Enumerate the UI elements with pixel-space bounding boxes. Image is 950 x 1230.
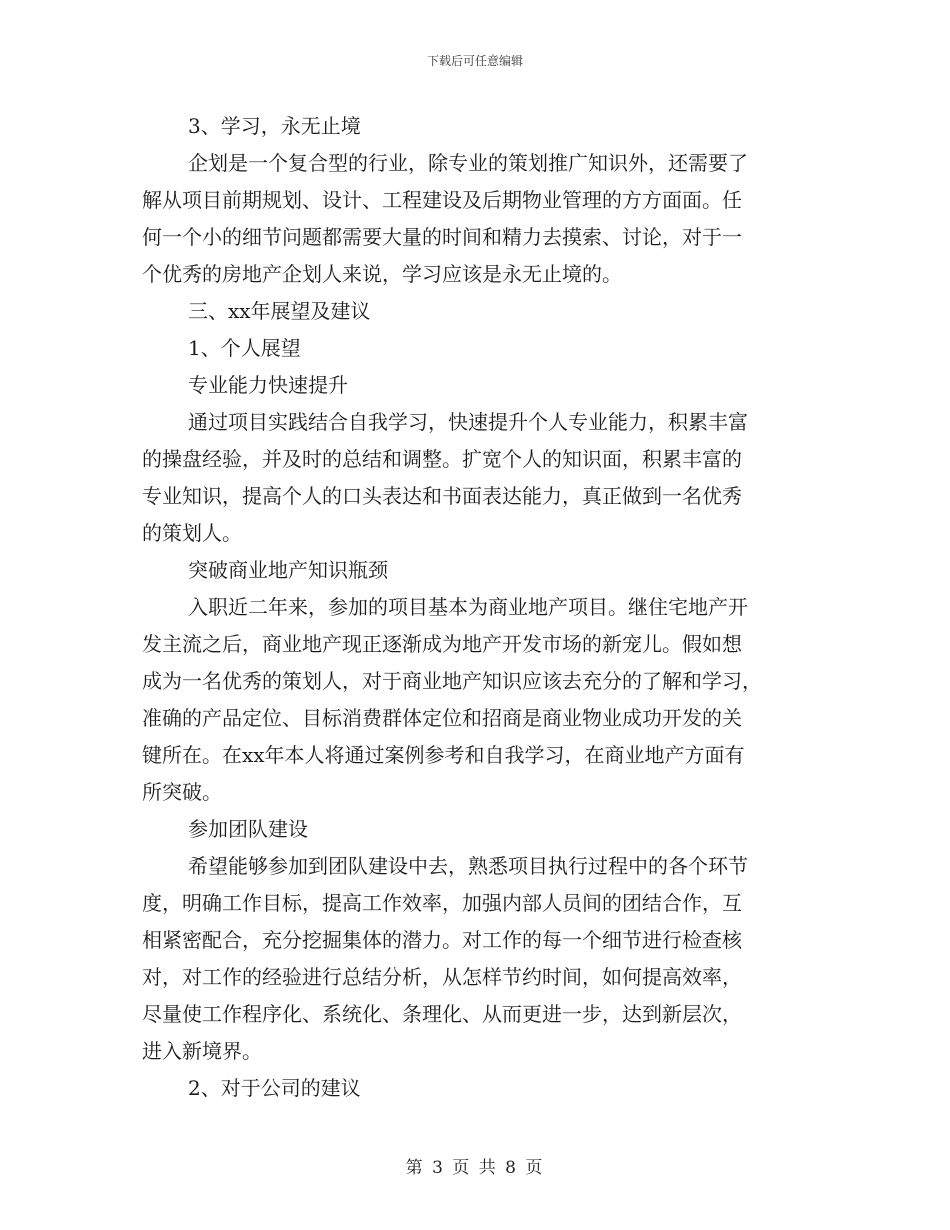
text-line: 发主流之后，商业地产现正逐渐成为地产开发市场的新宠儿。假如想 [142,632,742,656]
text-line: 三、xx年展望及建议 [188,299,371,323]
text-line: 何一个小的细节问题都需要大量的时间和精力去摸索、讨论，对于一 [142,225,742,249]
text-line: 希望能够参加到团队建设中去，熟悉项目执行过程中的各个环节 [188,854,748,878]
header-note: 下载后可任意编辑 [426,54,523,68]
text-line: 相紧密配合，充分挖掘集体的潜力。对工作的每一个细节进行检查核 [142,928,742,952]
text-line: 度，明确工作目标，提高工作效率，加强内部人员间的团结合作，互 [142,891,742,915]
text-line: 准确的产品定位、目标消费群体定位和招商是商业物业成功开发的关 [142,706,742,730]
text-line: 所突破。 [142,780,222,804]
text-line: 参加团队建设 [188,817,308,841]
text-line: 尽量使工作程序化、系统化、条理化、从而更进一步，达到新层次， [142,1002,742,1026]
text-line: 通过项目实践结合自我学习，快速提升个人专业能力，积累丰富 [188,410,748,434]
text-line: 专业能力快速提升 [188,373,348,397]
text-line: 解从项目前期规划、设计、工程建设及后期物业管理的方方面面。任 [142,188,742,212]
document-body [142,108,806,1107]
text-line: 企划是一个复合型的行业，除专业的策划推广知识外，还需要了 [188,151,748,175]
text-line: 进入新境界。 [142,1039,262,1063]
text-line: 的策划人。 [142,521,242,545]
page-footer: 第 3 页 共 8 页 [405,1158,545,1178]
text-line: 的操盘经验，并及时的总结和调整。扩宽个人的知识面，积累丰富的 [142,447,742,471]
text-line: 3、学习，永无止境 [188,114,361,138]
text-line: 对，对工作的经验进行总结分析，从怎样节约时间，如何提高效率， [142,965,742,989]
text-line: 成为一名优秀的策划人，对于商业地产知识应该去充分的了解和学习， [142,669,762,693]
text-line: 键所在。在xx年本人将通过案例参考和自我学习，在商业地产方面有 [142,743,745,767]
text-line: 个优秀的房地产企划人来说，学习应该是永无止境的。 [142,262,622,286]
text-line: 入职近二年来，参加的项目基本为商业地产项目。继住宅地产开 [188,595,748,619]
text-line: 突破商业地产知识瓶颈 [188,558,388,582]
text-line: 专业知识，提高个人的口头表达和书面表达能力，真正做到一名优秀 [142,484,742,508]
text-line: 1、个人展望 [188,336,301,360]
text-line: 2、对于公司的建议 [188,1076,361,1100]
